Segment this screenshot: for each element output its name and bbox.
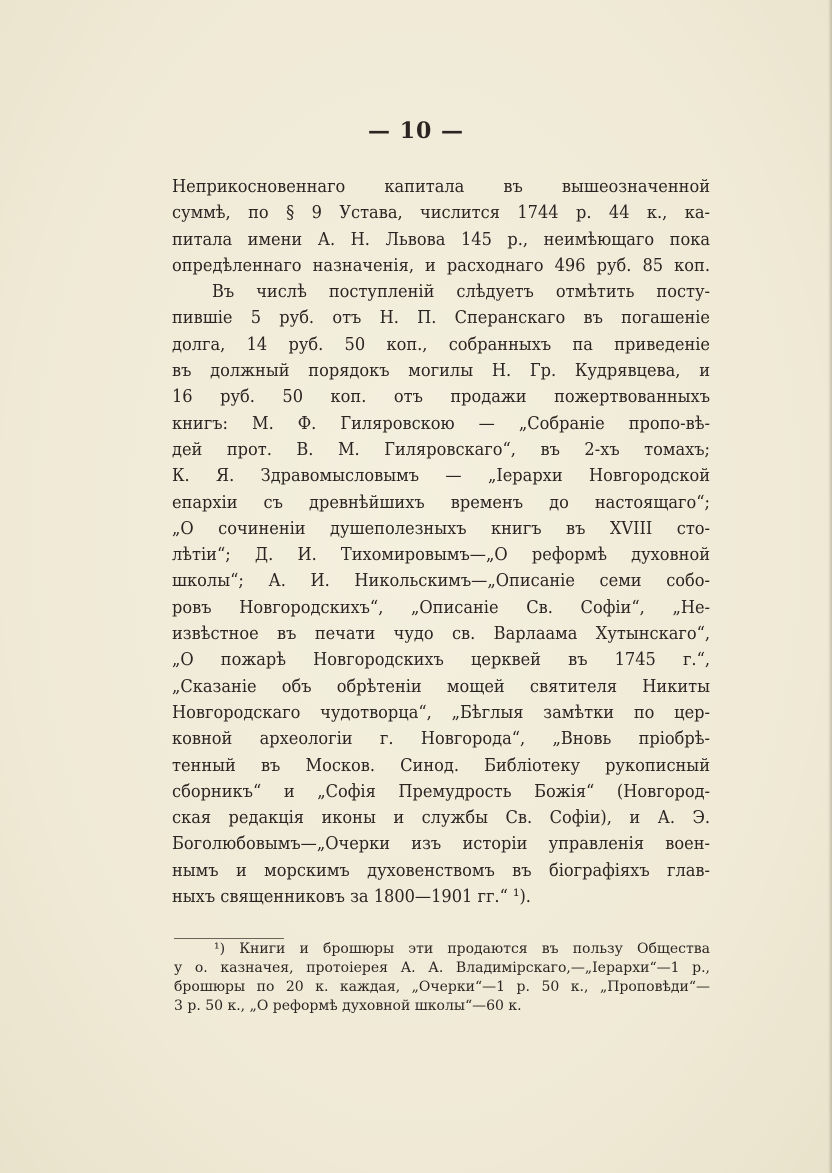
text-line: „Сказаніе объ обрѣтеніи мощей святителя Никиты [172, 675, 710, 697]
text-line: Въ числѣ поступленій слѣдуетъ отмѣтить посту- [212, 281, 710, 303]
text-line: сборникъ“ и „Софія Премудрость Божія“ (Новгород- [172, 780, 710, 802]
text-line: книгъ: М. Ф. Гиляровскою — „Собраніе пропо-вѣ- [172, 412, 710, 434]
body-text [172, 174, 710, 910]
text-line: К. Я. Здравомысловымъ — „Іерархи Новгородской [172, 465, 710, 487]
text-line: Неприкосновеннаго капитала въ вышеозначенной [172, 176, 710, 197]
text-line: „О сочиненіи душеполезныхъ книгъ въ XVIII сто- [172, 517, 710, 539]
text-line: тенный въ Москов. Синод. Библіотеку рукописный [172, 754, 710, 776]
text-line: 16 руб. 50 коп. отъ продажи пожертвованныхъ [172, 386, 710, 408]
text-line: ковной археологіи г. Новгорода“, „Вновь пріобрѣ- [172, 728, 710, 750]
text-line: епархіи съ древнѣйшихъ временъ до настоящаго“; [172, 491, 710, 513]
text-line: лѣтіи“; Д. И. Тихомировымъ—„О реформѣ духовной [172, 544, 710, 566]
footnote [174, 940, 710, 1016]
footnote-line: ¹) Книги и брошюры эти продаются въ пользу Общества [214, 941, 710, 957]
page-number: — 10 — [368, 118, 464, 144]
text-line: нымъ и морскимъ духовенствомъ въ біографіяхъ глав- [172, 859, 710, 881]
text-line: ская редакція иконы и службы Св. Софіи), и А. Э. [172, 807, 710, 829]
footnote-line: у о. казначея, протоіерея А. А. Владимірскаго,—„Іерархи“—1 р., [174, 960, 710, 976]
text-line: питала имени А. Н. Львова 145 р., неимѣющаго пока [172, 228, 710, 250]
text-line: извѣстное въ печати чудо св. Варлаама Хутынскаго“, [172, 623, 710, 645]
text-line: Новгородскаго чудотворца“, „Бѣглыя замѣтки по цер- [172, 701, 710, 723]
footnote-line: брошюры по 20 к. каждая, „Очерки“—1 р. 50 к., „Проповѣди“— [174, 979, 710, 995]
text-line: „О пожарѣ Новгородскихъ церквей въ 1745 г.“, [172, 649, 710, 671]
text-line: пившіе 5 руб. отъ Н. П. Сперанскаго въ погашеніе [172, 307, 710, 329]
page-edge-shadow [828, 0, 832, 1173]
text-line: въ должный порядокъ могилы Н. Гр. Кудрявцева, и [172, 360, 710, 382]
text-line: Боголюбовымъ—„Очерки изъ исторіи управленія воен- [172, 833, 710, 855]
footnote-divider [174, 938, 284, 939]
text-line: школы“; А. И. Никольскимъ—„Описаніе семи собо- [172, 570, 710, 592]
text-line: долга, 14 руб. 50 коп., собранныхъ па приведеніе [172, 333, 710, 355]
text-line: опредѣленнаго назначенія, и расходнаго 496 руб. 85 коп. [172, 254, 710, 276]
footnote-line: 3 р. 50 к., „О реформѣ духовной школы“—60 к. [174, 998, 522, 1014]
text-line: суммѣ, по § 9 Устава, числится 1744 р. 44 к., ка- [172, 202, 710, 224]
text-line: ровъ Новгородскихъ“, „Описаніе Св. Софіи“, „Не- [172, 596, 710, 618]
text-line: дей прот. В. М. Гиляровскаго“, въ 2-хъ томахъ; [172, 438, 710, 460]
text-line: ныхъ священниковъ за 1800—1901 гг.“ ¹). [172, 886, 531, 908]
